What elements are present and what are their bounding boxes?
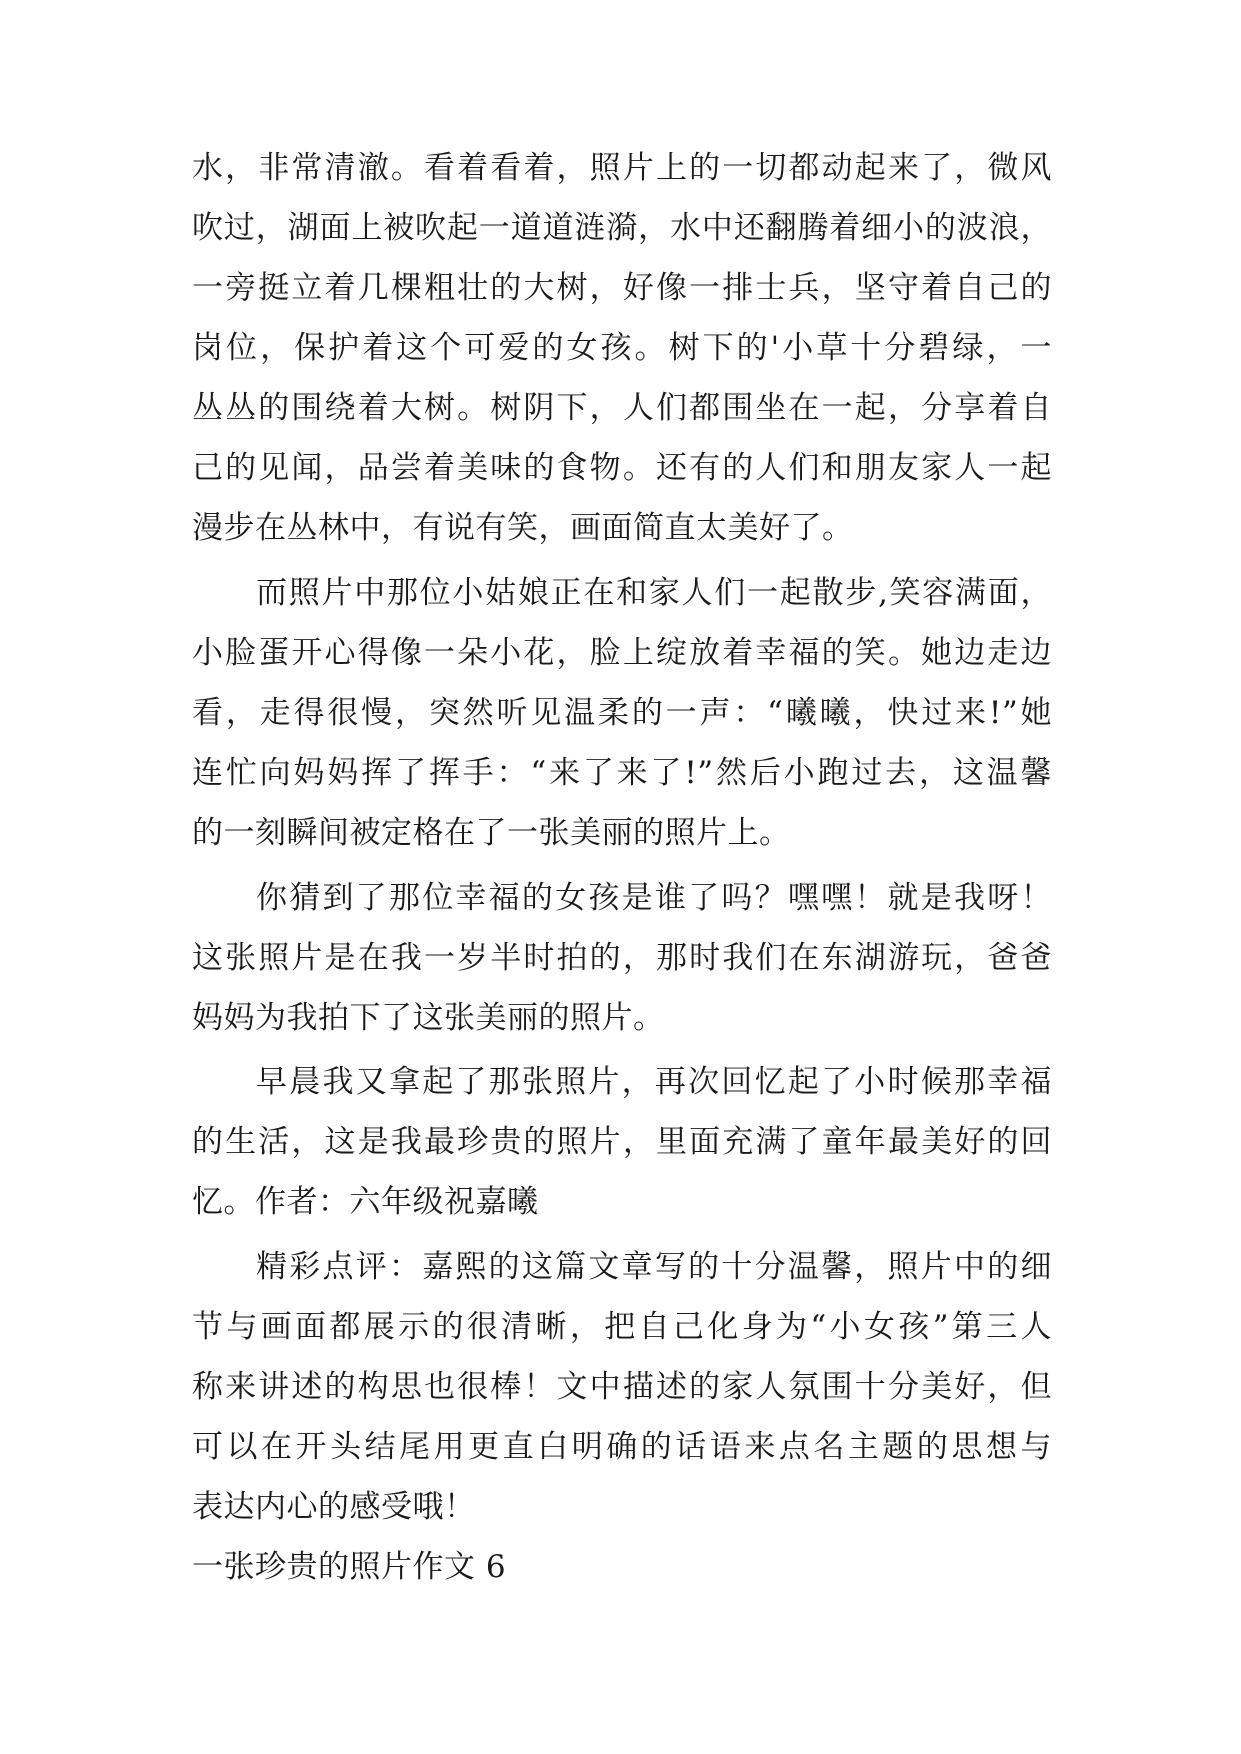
paragraph-line: 己的见闻，品尝着美味的食物。还有的人们和朋友家人一起 <box>192 450 1052 486</box>
paragraph-line: 称来讲述的构思也很棒！文中描述的家人氛围十分美好，但 <box>192 1369 1052 1405</box>
paragraph-line: 的一刻瞬间被定格在了一张美丽的照片上。 <box>192 815 791 851</box>
paragraph-line: 水，非常清澈。看着看着，照片上的一切都动起来了，微风 <box>192 150 1052 186</box>
paragraph-line: 连忙向妈妈挥了挥手：“来了来了!”然后小跑过去，这温馨 <box>192 755 1052 791</box>
paragraph-line: 丛丛的围绕着大树。树阴下，人们都围坐在一起，分享着自 <box>192 390 1052 426</box>
paragraph-line: 可以在开头结尾用更直白明确的话语来点名主题的思想与 <box>192 1429 1052 1465</box>
paragraph-line: 妈妈为我拍下了这张美丽的照片。 <box>192 1000 665 1036</box>
paragraph-line: 而照片中那位小姑娘正在和家人们一起散步,笑容满面， <box>256 575 1052 611</box>
paragraph-line: 看，走得很慢，突然听见温柔的一声：“曦曦，快过来!”她 <box>192 695 1052 731</box>
paragraph-line: 这张照片是在我一岁半时拍的，那时我们在东湖游玩，爸爸 <box>192 940 1052 976</box>
section-heading: 一张珍贵的照片作文 6 <box>192 1549 507 1585</box>
paragraph-line: 忆。作者：六年级祝嘉曦 <box>192 1184 539 1220</box>
paragraph-line: 你猜到了那位幸福的女孩是谁了吗？嘿嘿！就是我呀！ <box>256 880 1052 916</box>
paragraph-line: 的生活，这是我最珍贵的照片，里面充满了童年最美好的回 <box>192 1124 1052 1160</box>
paragraph-line: 精彩点评：嘉熙的这篇文章写的十分温馨，照片中的细 <box>256 1249 1052 1285</box>
paragraph-line: 表达内心的感受哦！ <box>192 1489 476 1525</box>
paragraph-line: 吹过，湖面上被吹起一道道涟漪，水中还翻腾着细小的波浪， <box>192 210 1052 246</box>
paragraph-line: 一旁挺立着几棵粗壮的大树，好像一排士兵，坚守着自己的 <box>192 270 1052 306</box>
paragraph-line: 漫步在丛林中，有说有笑，画面简直太美好了。 <box>192 510 854 546</box>
paragraph-line: 早晨我又拿起了那张照片，再次回忆起了小时候那幸福 <box>256 1064 1052 1100</box>
paragraph-line: 节与画面都展示的很清晰，把自己化身为“小女孩”第三人 <box>192 1309 1052 1345</box>
paragraph-line: 岗位，保护着这个可爱的女孩。树下的'小草十分碧绿，一 <box>192 330 1052 366</box>
paragraph-line: 小脸蛋开心得像一朵小花，脸上绽放着幸福的笑。她边走边 <box>192 635 1052 671</box>
